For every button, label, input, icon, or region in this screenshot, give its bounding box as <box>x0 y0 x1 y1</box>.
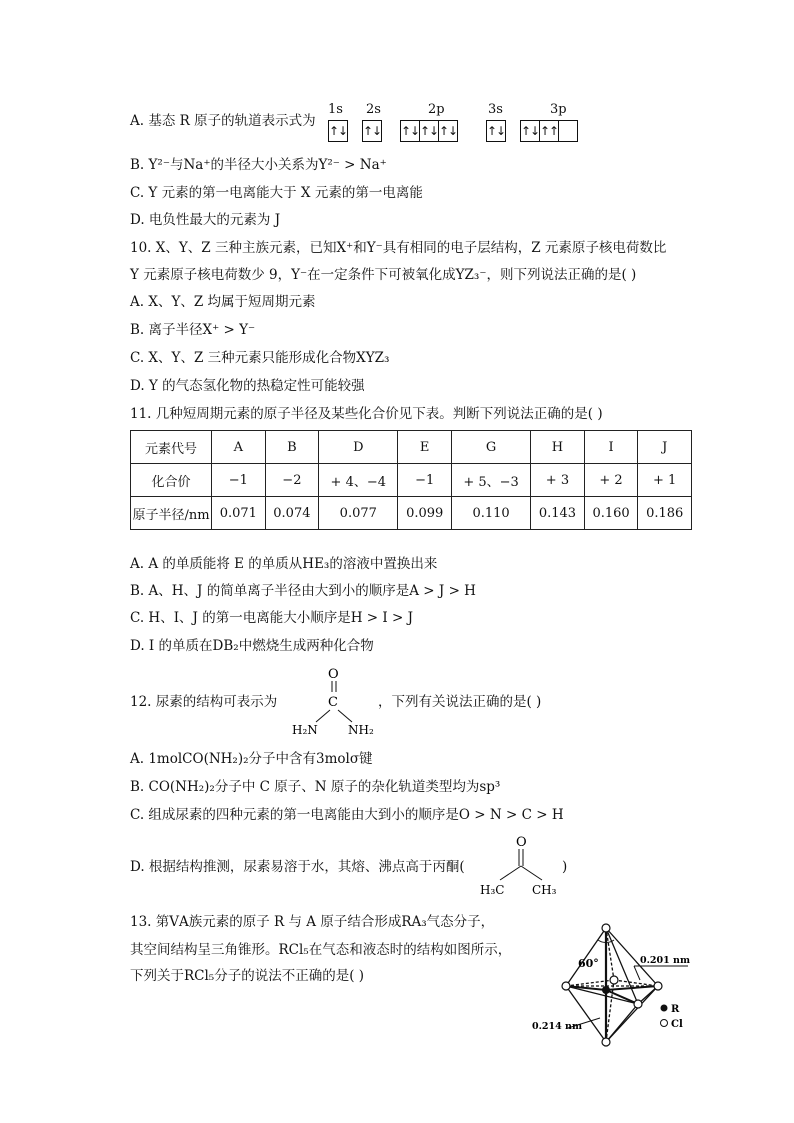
urea-c-label: C <box>328 695 338 710</box>
orbital-cell: ↑↓ <box>329 124 348 138</box>
table-cell: E <box>398 431 452 464</box>
urea-structure <box>286 664 386 738</box>
q9-option-d: D. 电负性最大的元素为 J <box>130 212 281 228</box>
orbital-label: 1s <box>328 102 343 117</box>
urea-nh2-left-label: H₂N <box>292 723 318 737</box>
table-cell: J <box>638 431 692 464</box>
orbital-cell: ↑↓ <box>487 124 506 138</box>
q10-option-d: D. Y 的气态氢化物的热稳定性可能较强 <box>130 378 365 394</box>
table-cell: 原子半径/nm <box>131 497 212 530</box>
table-cell: 元素代号 <box>131 431 212 464</box>
acetone-structure <box>476 834 566 900</box>
orbital-label: 2p <box>428 102 445 117</box>
table-cell: 0.071 <box>212 497 266 530</box>
orbital-box-3s <box>486 120 506 142</box>
acetone-ch3-left-label: H₃C <box>480 883 505 897</box>
orbital-cell: ↑↓ <box>420 121 439 141</box>
table-cell: 0.110 <box>451 497 530 530</box>
q11-option-d: D. I 的单质在DB₂中燃烧生成两种化合物 <box>130 638 374 654</box>
orbital-label: 3s <box>488 102 503 117</box>
table-cell: −2 <box>265 464 319 497</box>
q12-option-d-prefix: D. 根据结构推测，尿素易溶于水，其熔、沸点高于丙酮( <box>130 859 465 875</box>
q11-option-c: C. H、I、J 的第一电离能大小顺序是H > I > J <box>130 610 414 626</box>
q12-option-c: C. 组成尿素的四种元素的第一电离能由大到小的顺序是O > N > C > H <box>130 807 564 823</box>
urea-nh2-right-label: NH₂ <box>348 723 374 737</box>
q12-option-a: A. 1molCO(NH₂)₂分子中含有3molσ键 <box>130 751 373 767</box>
orbital-label: 3p <box>550 102 567 117</box>
table-cell: −1 <box>212 464 266 497</box>
table-cell: + 1 <box>638 464 692 497</box>
legend-cl-label: Cl <box>671 1019 683 1030</box>
bond-length-axial: 0.214 nm <box>532 1021 583 1032</box>
table-cell: −1 <box>398 464 452 497</box>
table-row <box>131 464 692 497</box>
acetone-ch3-right-label: CH₃ <box>532 883 557 897</box>
table-cell: 化合价 <box>131 464 212 497</box>
q10-option-a: A. X、Y、Z 均属于短周期元素 <box>130 294 316 310</box>
q10-stem-line1: 10. X、Y、Z 三种主族元素，已知X⁺和Y⁻具有相同的电子层结构，Z 元素原子核电荷数比 <box>130 240 667 256</box>
orbital-cell: ↑↑ <box>540 121 559 141</box>
table-cell: + 5、−3 <box>451 464 530 497</box>
table-cell: I <box>584 431 638 464</box>
bond-length-equatorial: 0.201 nm <box>640 955 691 966</box>
orbital-cell: ↑↓ <box>401 121 420 141</box>
q13-stem-line2: 其空间结构呈三角锥形。RCl₅在气态和液态时的结构如图所示， <box>130 942 512 958</box>
q11-option-b: B. A、H、J 的简单离子半径由大到小的顺序是A > J > H <box>130 583 476 599</box>
table-cell: G <box>451 431 530 464</box>
q9-option-b: B. Y²⁻与Na⁺的半径大小关系为Y²⁻ > Na⁺ <box>130 157 387 173</box>
rcl5-structure-figure <box>528 920 698 1050</box>
table-cell: 0.186 <box>638 497 692 530</box>
table-row <box>131 431 692 464</box>
table-cell: 0.074 <box>265 497 319 530</box>
acetone-o-label: O <box>516 835 527 850</box>
table-cell: A <box>212 431 266 464</box>
q11-option-a: A. A 的单质能将 E 的单质从HE₃的溶液中置换出来 <box>130 556 438 572</box>
table-row <box>131 497 692 530</box>
q10-option-b: B. 离子半径X⁺ > Y⁻ <box>130 322 256 338</box>
q12-option-b: B. CO(NH₂)₂分子中 C 原子、N 原子的杂化轨道类型均为sp³ <box>130 779 501 795</box>
table-cell: D <box>319 431 398 464</box>
table-cell: 0.143 <box>531 497 585 530</box>
orbital-cell <box>559 121 577 141</box>
q12-stem-prefix: 12. 尿素的结构可表示为 <box>130 694 278 710</box>
orbital-cell: ↑↓ <box>363 124 382 138</box>
q9-option-a: A. 基态 R 原子的轨道表示式为 <box>130 113 316 129</box>
orbital-cell: ↑↓ <box>521 121 540 141</box>
orbital-label: 2s <box>366 102 381 117</box>
table-cell: + 3 <box>531 464 585 497</box>
table-cell: + 2 <box>584 464 638 497</box>
table-cell: 0.160 <box>584 497 638 530</box>
table-cell: + 4、−4 <box>319 464 398 497</box>
urea-o-label: O <box>328 667 339 682</box>
element-table <box>130 430 692 530</box>
q10-stem-line2: Y 元素原子核电荷数少 9，Y⁻在一定条件下可被氧化成YZ₃⁻，则下列说法正确的是( ) <box>130 267 637 283</box>
table-cell: 0.099 <box>398 497 452 530</box>
table-cell: 0.077 <box>319 497 398 530</box>
angle-label: 60° <box>578 957 599 970</box>
orbital-box-1s <box>328 120 348 142</box>
q12-stem-suffix: ，下列有关说法正确的是( ) <box>378 694 542 710</box>
orbital-cell: ↑↓ <box>439 124 458 138</box>
legend-r-label: R <box>671 1004 680 1015</box>
q11-stem: 11. 几种短周期元素的原子半径及某些化合价见下表。判断下列说法正确的是( ) <box>130 406 603 422</box>
q9-option-c: C. Y 元素的第一电离能大于 X 元素的第一电离能 <box>130 185 423 201</box>
table-cell: B <box>265 431 319 464</box>
q10-option-c: C. X、Y、Z 三种元素只能形成化合物XYZ₃ <box>130 350 390 366</box>
q13-stem-line3: 下列关于RCl₅分子的说法不正确的是( ) <box>130 968 365 984</box>
orbital-box-3p <box>520 120 578 142</box>
table-cell: H <box>531 431 585 464</box>
orbital-box-2s <box>362 120 382 142</box>
q13-stem-line1: 13. 第ⅤA族元素的原子 R 与 A 原子结合形成RA₃气态分子， <box>130 914 495 930</box>
orbital-box-2p <box>400 120 458 142</box>
q12-option-d-suffix: ) <box>562 859 568 875</box>
